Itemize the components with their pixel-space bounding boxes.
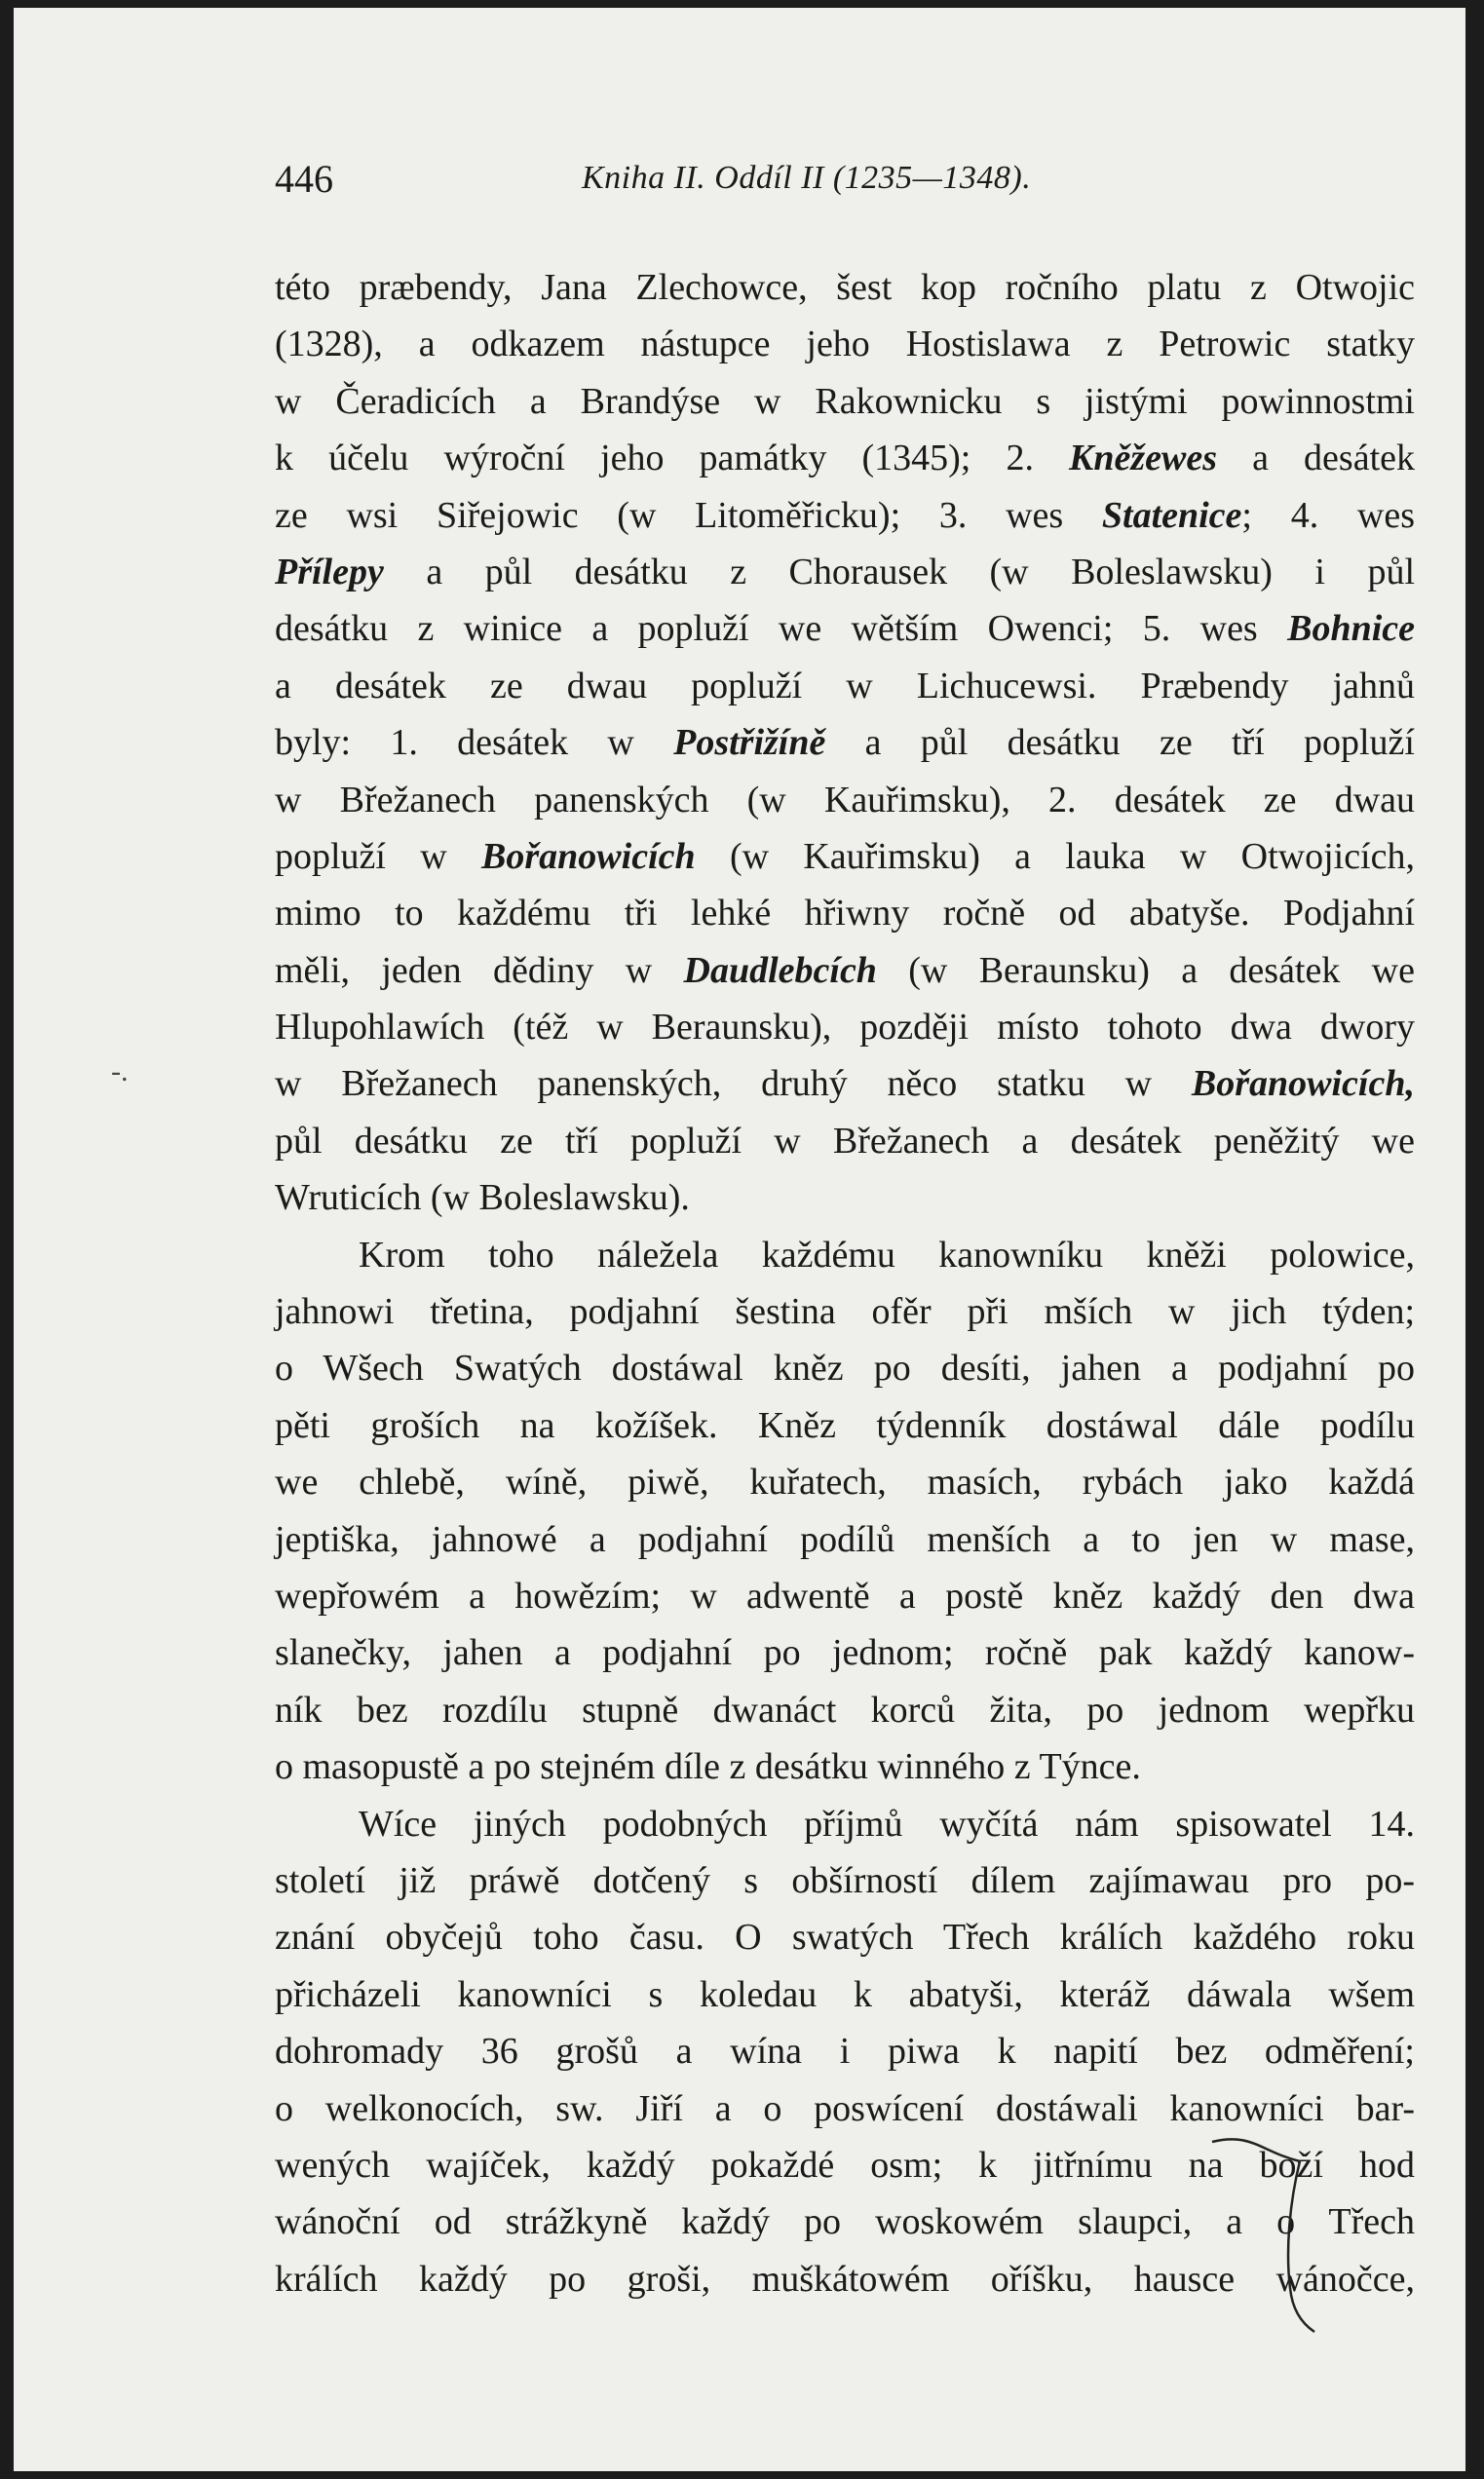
text-line bbox=[275, 316, 1415, 372]
text-line bbox=[275, 999, 1415, 1055]
text-line-content: jahnowi třetina, podjahní šestina ofěr při mších w jich týden; bbox=[275, 1291, 1415, 1333]
place-name: Bořanowicích bbox=[481, 835, 696, 877]
text-line bbox=[275, 1283, 1415, 1340]
text-line bbox=[275, 1909, 1415, 1965]
text-line-content: o masopustě a po stejném díle z desátku winného z Týnce. bbox=[275, 1746, 1141, 1788]
text-line bbox=[275, 658, 1415, 714]
margin-mark: -. bbox=[111, 1055, 129, 1087]
text-line-content: jeptiška, jahnowé a podjahní podílů menších a to jen w mase, bbox=[275, 1518, 1415, 1560]
running-head bbox=[275, 156, 1413, 214]
text-line-content: pěti groších na kožíšek. Kněz týdenník dostáwal dále podílu bbox=[275, 1404, 1415, 1446]
text-line-content: wánoční od strážkyně každý po woskowém slaupci, a o Třech bbox=[275, 2201, 1415, 2243]
text-line-content: popluží w bbox=[275, 835, 482, 877]
text-line bbox=[275, 1796, 1415, 1852]
place-name: Přílepy bbox=[275, 551, 384, 592]
text-line bbox=[275, 1397, 1415, 1454]
text-line bbox=[275, 1113, 1415, 1169]
text-line bbox=[275, 1454, 1415, 1510]
text-line bbox=[275, 942, 1415, 999]
book-page bbox=[14, 8, 1465, 2471]
text-line-content: w Břežanech panenských, druhý něco statku w bbox=[275, 1063, 1192, 1105]
text-line-content: králích každý po groši, muškátowém oříšku, hausce wánočce, bbox=[275, 2258, 1415, 2300]
text-line bbox=[275, 1169, 1415, 1226]
page-number: 446 bbox=[275, 157, 333, 201]
text-line-content: Wíce jiných podobných příjmů wyčítá nám spisowatel 14. bbox=[359, 1803, 1415, 1845]
text-line-content: (w Kauřimsku) a lauka w Otwojicích, bbox=[695, 835, 1415, 877]
text-line bbox=[275, 885, 1415, 941]
text-line bbox=[275, 828, 1415, 885]
place-name: Postřižíně bbox=[673, 722, 826, 764]
text-line-content: znání obyčejů toho času. O swatých Třech králích každého roku bbox=[275, 1917, 1415, 1959]
text-line-content: wených wajíček, každý pokaždé osm; k jitřnímu na boží hod bbox=[275, 2144, 1415, 2186]
place-name: Daudlebcích bbox=[683, 949, 877, 991]
place-name: Statenice bbox=[1101, 494, 1242, 536]
body-text bbox=[275, 259, 1415, 2307]
text-line-content: a desátek ze dwau popluží w Lichucewsi. Præbendy jahnů bbox=[275, 665, 1415, 706]
text-line-content: (w Beraunsku) a desátek we bbox=[876, 949, 1415, 991]
text-line-content: byly: 1. desátek w bbox=[275, 722, 674, 764]
text-line-content: (1328), a odkazem nástupce jeho Hostislawa z Petrowic statky bbox=[275, 324, 1415, 365]
text-line bbox=[275, 1227, 1415, 1283]
text-line-content: w Čeradicích a Brandýse w Rakownicku s jistými powinnostmi bbox=[275, 380, 1415, 422]
text-line bbox=[275, 1682, 1415, 1738]
text-line bbox=[275, 373, 1415, 430]
text-line-content: Krom toho náležela každému kanowníku kněži polowice, bbox=[359, 1234, 1415, 1276]
text-line bbox=[275, 487, 1415, 544]
text-line-content: a půl desátku ze tří popluží bbox=[825, 722, 1415, 764]
text-line bbox=[275, 1568, 1415, 1624]
place-name: Bořanowicích, bbox=[1191, 1063, 1415, 1105]
text-line bbox=[275, 2023, 1415, 2079]
text-line bbox=[275, 1624, 1415, 1681]
text-line-content: o welkonocích, sw. Jiří a o poswícení dostáwali kanowníci bar- bbox=[275, 2087, 1415, 2129]
text-line-content: k účelu wýroční jeho památky (1345); 2. bbox=[275, 438, 1070, 479]
place-name: Kněžewes bbox=[1069, 438, 1218, 479]
text-line-content: we chlebě, wíně, piwě, kuřatech, masích, rybách jako každá bbox=[275, 1462, 1415, 1504]
text-line-content: ník bez rozdílu stupně dwanáct korců žita, po jednom wepřku bbox=[275, 1689, 1415, 1731]
text-line bbox=[275, 1966, 1415, 2023]
text-line bbox=[275, 1511, 1415, 1568]
text-line bbox=[275, 714, 1415, 771]
running-title: Kniha II. Oddíl II (1235—1348). bbox=[582, 160, 1032, 196]
place-name: Bohnice bbox=[1287, 608, 1415, 650]
text-line-content: a desátek bbox=[1217, 438, 1416, 479]
text-line-content: w Břežanech panenských (w Kauřimsku), 2. desátek ze dwau bbox=[275, 779, 1415, 820]
text-line bbox=[275, 1340, 1415, 1396]
text-line-content: Hlupohlawích (též w Beraunsku), později místo tohoto dwa dwory bbox=[275, 1007, 1415, 1049]
text-line-content: Wruticích (w Boleslawsku). bbox=[275, 1177, 690, 1219]
text-line-content: desátku z winice a popluží we wětším Owenci; 5. wes bbox=[275, 608, 1288, 650]
text-line-content: ze wsi Siřejowic (w Litoměřicku); 3. wes bbox=[275, 494, 1102, 536]
text-line-content: měli, jeden dědiny w bbox=[275, 949, 684, 991]
text-line-content: mimo to každému tři lehké hřiwny ročně od abatyše. Podjahní bbox=[275, 893, 1415, 934]
text-line bbox=[275, 1055, 1415, 1112]
text-line-content: slanečky, jahen a podjahní po jednom; ročně pak každý kanow- bbox=[275, 1632, 1415, 1674]
text-line bbox=[275, 772, 1415, 828]
text-line-content: půl desátku ze tří popluží w Břežanech a desátek peněžitý we bbox=[275, 1120, 1415, 1162]
text-line bbox=[275, 1852, 1415, 1909]
text-line-content: století již práwě dotčený s obšírností dílem zajímawau pro po- bbox=[275, 1859, 1415, 1901]
text-line-content: ; 4. wes bbox=[1241, 494, 1415, 536]
text-line bbox=[275, 259, 1415, 316]
text-line-content: přicházeli kanowníci s koledau k abatyši, kteráž dáwala wšem bbox=[275, 1973, 1415, 2015]
text-line-content: dohromady 36 grošů a wína i piwa k napití bez odměření; bbox=[275, 2031, 1415, 2073]
text-line bbox=[275, 600, 1415, 657]
text-line bbox=[275, 1738, 1415, 1795]
text-line-content: a půl desátku z Chorausek (w Boleslawsku) i půl bbox=[383, 551, 1415, 592]
text-line bbox=[275, 430, 1415, 486]
text-line bbox=[275, 544, 1415, 600]
pencil-annotation-mark bbox=[1193, 2122, 1368, 2346]
text-line-content: této præbendy, Jana Zlechowce, šest kop ročního platu z Otwojic bbox=[275, 267, 1415, 308]
text-line-content: o Wšech Swatých dostáwal kněz po desíti, jahen a podjahní po bbox=[275, 1348, 1415, 1390]
text-line-content: wepřowém a howězím; w adwentě a postě kněz každý den dwa bbox=[275, 1575, 1415, 1617]
